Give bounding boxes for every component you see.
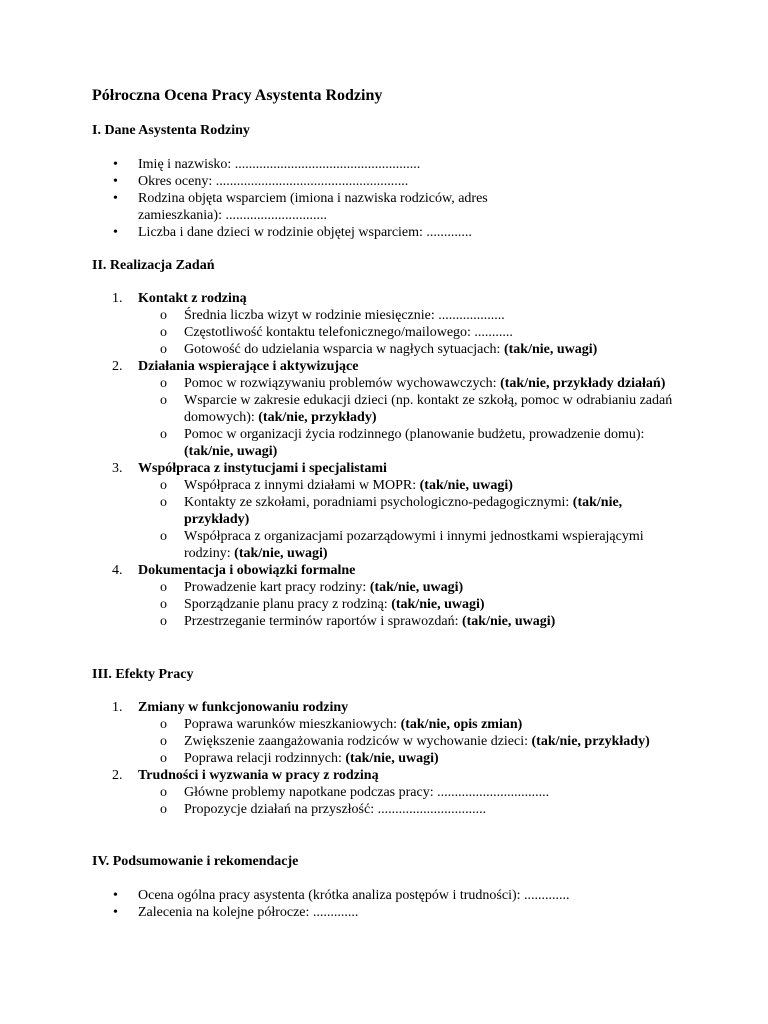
item-number: 4. — [112, 563, 123, 578]
sub-item: o Poprawa relacji rodzinnych: (tak/nie, uwagi) — [160, 751, 439, 766]
list-item: • Zalecenia na kolejne półrocze: ............. — [113, 905, 359, 920]
list-item: • Ocena ogólna pracy asystenta (krótka analiza postępów i trudności): ............. — [113, 888, 570, 903]
sub-item: o Współpraca z innymi działami w MOPR: (tak/nie, uwagi) — [160, 478, 513, 493]
item-heading: Zmiany w funkcjonowaniu rodziny — [138, 700, 349, 715]
document-title: Półroczna Ocena Pracy Asystenta Rodziny — [92, 87, 383, 104]
sub-item: o Wsparcie w zakresie edukacji dzieci (np. kontakt ze szkołą, pomoc w odrabianiu zadań domowych): (tak/nie, przykłady) — [160, 393, 673, 425]
bullet-glyph: • — [113, 888, 118, 903]
section-heading-realizacja: II. Realizacja Zadań — [92, 258, 215, 273]
sub-item: o Prowadzenie kart pracy rodziny: (tak/nie, uwagi) — [160, 580, 464, 595]
section-realizacja-list — [0, 290, 768, 630]
sub-item: o Częstotliwość kontaktu telefonicznego/mailowego: ........... — [160, 325, 513, 340]
sub-bullet-glyph: o — [160, 751, 167, 766]
section-podsumowanie-list — [0, 887, 768, 921]
sub-item: o Współpraca z organizacjami pozarządowymi i innymi jednostkami wspierającymi rodziny: (tak/nie, uwagi) — [160, 529, 644, 561]
sub-bullet-glyph: o — [160, 580, 167, 595]
bullet-glyph: • — [113, 191, 118, 206]
sub-bullet-glyph: o — [160, 495, 167, 510]
section-heading-efekty: III. Efekty Pracy — [92, 667, 194, 682]
section-efekty-list — [0, 699, 768, 818]
sub-item: o Kontakty ze szkołami, poradniami psychologiczno-pedagogicznymi: (tak/nie, przykłady) — [160, 495, 623, 527]
sub-item: o Sporządzanie planu pracy z rodziną: (tak/nie, uwagi) — [160, 597, 485, 612]
item-heading: Współpraca z instytucjami i specjalistami — [138, 461, 387, 476]
sub-item: o Główne problemy napotkane podczas pracy: ................................ — [160, 785, 550, 800]
sub-bullet-glyph: o — [160, 614, 167, 629]
sub-bullet-glyph: o — [160, 427, 167, 442]
bullet-glyph: • — [113, 225, 118, 240]
sub-bullet-glyph: o — [160, 802, 167, 817]
sub-item: o Średnia liczba wizyt w rodzinie miesięcznie: ................... — [160, 308, 505, 323]
sub-bullet-glyph: o — [160, 717, 167, 732]
item-heading: Kontakt z rodziną — [138, 291, 247, 306]
sub-bullet-glyph: o — [160, 529, 167, 544]
sub-item: o Propozycje działań na przyszłość: ............................... — [160, 802, 487, 817]
sub-bullet-glyph: o — [160, 325, 167, 340]
section-dane-list — [0, 156, 768, 241]
list-item: • Rodzina objęta wsparciem (imiona i nazwiska rodziców, adres zamieszkania): ............................. — [113, 191, 488, 223]
sub-bullet-glyph: o — [160, 734, 167, 749]
sub-bullet-glyph: o — [160, 597, 167, 612]
numbered-item — [0, 290, 768, 358]
sub-item: o Pomoc w organizacji życia rodzinnego (planowanie budżetu, prowadzenie domu): (tak/nie, uwagi) — [160, 427, 645, 459]
numbered-item — [0, 767, 768, 818]
sub-item: o Zwiększenie zaangażowania rodziców w wychowanie dzieci: (tak/nie, przykłady) — [160, 734, 650, 749]
list-item: • Imię i nazwisko: ..................................................... — [113, 157, 421, 172]
list-item: • Liczba i dane dzieci w rodzinie objętej wsparciem: ............. — [113, 225, 472, 240]
numbered-item — [0, 358, 768, 460]
sub-bullet-glyph: o — [160, 376, 167, 391]
section-heading-dane: I. Dane Asystenta Rodziny — [92, 123, 250, 138]
sub-bullet-glyph: o — [160, 393, 167, 408]
item-number: 1. — [112, 291, 123, 306]
sub-bullet-glyph: o — [160, 308, 167, 323]
item-number: 1. — [112, 700, 123, 715]
item-heading: Dokumentacja i obowiązki formalne — [138, 563, 356, 578]
list-item: • Okres oceny: ....................................................... — [113, 174, 409, 189]
bullet-glyph: • — [113, 905, 118, 920]
item-number: 2. — [112, 359, 123, 374]
sub-item: o Pomoc w rozwiązywaniu problemów wychowawczych: (tak/nie, przykłady działań) — [160, 376, 666, 391]
sub-bullet-glyph: o — [160, 342, 167, 357]
sub-bullet-glyph: o — [160, 785, 167, 800]
item-number: 3. — [112, 461, 123, 476]
item-heading: Trudności i wyzwania w pracy z rodziną — [138, 768, 379, 783]
sub-bullet-glyph: o — [160, 478, 167, 493]
numbered-item — [0, 460, 768, 562]
section-heading-podsumowanie: IV. Podsumowanie i rekomendacje — [92, 854, 299, 869]
item-heading: Działania wspierające i aktywizujące — [138, 359, 359, 374]
item-number: 2. — [112, 768, 123, 783]
numbered-item — [0, 699, 768, 767]
sub-item: o Gotowość do udzielania wsparcia w nagłych sytuacjach: (tak/nie, uwagi) — [160, 342, 598, 357]
bullet-glyph: • — [113, 174, 118, 189]
numbered-item — [0, 562, 768, 630]
sub-item: o Przestrzeganie terminów raportów i sprawozdań: (tak/nie, uwagi) — [160, 614, 556, 629]
sub-item: o Poprawa warunków mieszkaniowych: (tak/nie, opis zmian) — [160, 717, 523, 732]
bullet-glyph: • — [113, 157, 118, 172]
